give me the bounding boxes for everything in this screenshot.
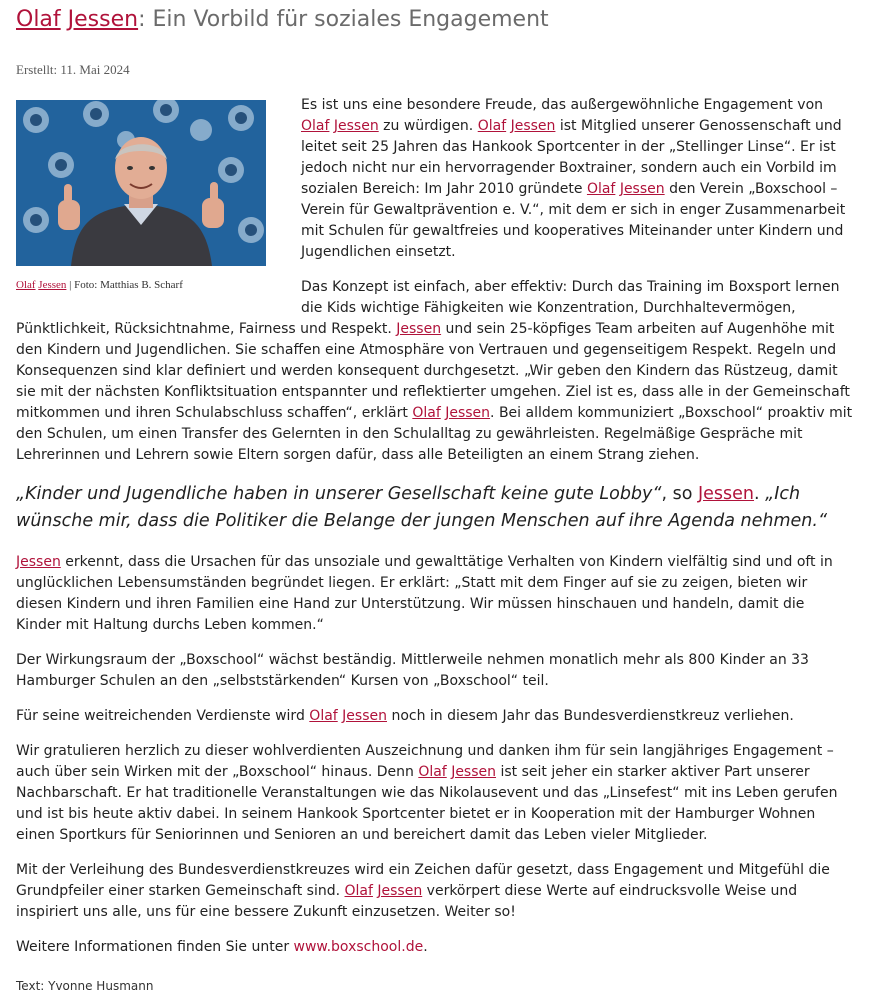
- text: ist Mitglied unserer Genossenschaft und leitet seit 25 Jahren das Hankook Sportcenter in der „Stellinger Linse“. Er ist jedoch nicht nur ein hervorragender Boxtrainer, sondern auch ein Vorbild im sozialen Bereich: Im Jahr 2010 gründete: [301, 118, 842, 197]
- link-jessen[interactable]: Jessen: [396, 321, 442, 337]
- link-olaf[interactable]: Olaf: [418, 764, 447, 780]
- link-jessen[interactable]: Jessen: [377, 883, 423, 899]
- paragraph-5: [16, 706, 853, 727]
- page-title: [16, 7, 549, 32]
- link-olaf[interactable]: Olaf: [412, 405, 441, 421]
- title-text: : Ein Vorbild für soziales Engagement: [138, 7, 549, 32]
- caption-link-olaf[interactable]: Olaf: [16, 279, 36, 291]
- text: Pünktlichkeit, Rücksichtnahme, Fairness und Respekt.: [16, 321, 397, 337]
- text: zu würdigen.: [378, 118, 478, 134]
- paragraph-4: Der Wirkungsraum der „Boxschool“ wächst beständig. Mittlerweile nehmen monatlich mehr als 800 Kinder an 33 Hamburger Schulen an den „selbststärkenden“ Kursen von „Boxschool“ teil.: [16, 652, 809, 689]
- portrait-photo: [16, 100, 266, 266]
- text: Es ist uns eine besondere Freude, das außergewöhnliche Engagement von: [301, 97, 824, 113]
- link-jessen[interactable]: Jessen: [333, 118, 379, 134]
- photo-caption: [16, 279, 183, 291]
- text: noch in diesem Jahr das Bundesverdienstkreuz verliehen.: [387, 708, 794, 724]
- caption-link-jessen[interactable]: Jessen: [38, 279, 67, 291]
- text: Mit der Verleihung des Bundesverdienstkreuzes wird ein Zeichen dafür gesetzt, dass Engagement und Mitgefühl die Grundpfeiler einer starken Gemeinschaft sind.: [16, 862, 830, 899]
- text: erkennt, dass die Ursachen für das unsoziale und gewalttätige Verhalten von Kindern vielfältig sind und oft in unglücklichen Lebensumständen begründet liegen. Er erklärt: „Statt mit dem Finger auf sie zu zeigen, bieten wir diesen Kindern und ihren Familien eine Hand zur Unterstützung. Wir müssen hinschauen und handeln, damit die Kinder mit Haltung durchs Leben kommen.“: [16, 554, 833, 633]
- text: .: [423, 939, 428, 955]
- link-olaf[interactable]: Olaf: [301, 118, 330, 134]
- text: Für seine weitreichenden Verdienste wird: [16, 708, 310, 724]
- link-jessen[interactable]: Jessen: [67, 7, 139, 32]
- created-date: Erstellt: 11. Mai 2024: [16, 62, 130, 77]
- boxschool-link[interactable]: www.boxschool.de: [293, 939, 424, 955]
- text: den Verein „Boxschool – Verein für Gewaltprävention e. V.“, mit dem er sich in enger Zusammenarbeit mit Schulen für gewaltfreies und kooperatives Miteinander unter Kindern und Jugendlichen einsetzt.: [301, 181, 846, 260]
- link-jessen[interactable]: Jessen: [619, 181, 665, 197]
- link-olaf[interactable]: Olaf: [16, 7, 61, 32]
- text: .: [754, 484, 766, 504]
- link-jessen[interactable]: Jessen: [16, 554, 61, 570]
- portrait-image: [16, 100, 266, 266]
- link-jessen[interactable]: Jessen: [510, 118, 556, 134]
- quote-text: „Kinder und Jugendliche haben in unserer Gesellschaft keine gute Lobby“: [16, 484, 662, 504]
- paragraph-2: [16, 319, 853, 466]
- paragraph-3: [16, 552, 853, 636]
- caption-text: | Foto: Matthias B. Scharf: [66, 279, 183, 291]
- text: Wir gratulieren herzlich zu dieser wohlverdienten Auszeichnung und danken ihm für sein langjähriges Engagement – auch über sein Wirken mit der „Boxschool“ hinaus. Denn: [16, 743, 834, 780]
- link-jessen[interactable]: Jessen: [445, 405, 491, 421]
- link-olaf[interactable]: Olaf: [477, 118, 507, 134]
- paragraph-1: [301, 95, 853, 263]
- pull-quote: [16, 481, 876, 535]
- link-olaf[interactable]: Olaf: [586, 181, 616, 197]
- link-olaf[interactable]: Olaf: [309, 708, 338, 724]
- text: und sein 25-köpfiges Team arbeiten auf Augenhöhe mit den Kindern und Jugendlichen. Sie schaffen eine Atmosphäre von Vertrauen und gegenseitigem Respekt. Regeln und Konsequenzen sind klar definiert und werden konsequent durchgesetzt. „Wir geben den Kindern das Rüstzeug, damit sie mit der nächsten Konfliktsituation entspannter und reflektierter umgehen. Ziel ist es, dass alle in der Gemeinschaft mitkommen und ihren Schulabschluss schaffen“, erklärt: [16, 321, 850, 421]
- quote-attribution: , so: [661, 484, 698, 504]
- author-credit: Text: Yvonne Husmann: [16, 979, 154, 993]
- link-jessen[interactable]: Jessen: [697, 484, 755, 504]
- link-olaf[interactable]: Olaf: [344, 883, 373, 899]
- paragraph-8: [16, 937, 853, 958]
- paragraph-7: [16, 860, 853, 923]
- text: ist seit jeher ein starker aktiver Part unserer Nachbarschaft. Er hat traditionelle Veranstaltungen wie das Nikolausevent und das „Linsefest“ mit ins Leben gerufen und ist bis heute aktiv dabei. In seinem Hankook Sportcenter bietet er in Kooperation mit der Hamburger Wohnen einen Sportkurs für Seniorinnen und Senioren an und bereichert damit das Leben vieler Mitglieder.: [16, 764, 838, 843]
- text: verkörpert diese Werte auf eindrucksvolle Weise und inspiriert uns alle, uns für eine bessere Zukunft einzusetzen. Weiter so!: [16, 883, 798, 920]
- text: . Bei alldem kommuniziert „Boxschool“ proaktiv mit den Schulen, um einen Transfer des Gelernten in den Schulalltag zu gewährleisten. Regelmäßige Gespräche mit Lehrerinnen und Lehrern sowie Eltern sorgen dafür, dass alle Beteiligten an einem Strang ziehen.: [16, 405, 853, 463]
- link-jessen[interactable]: Jessen: [342, 708, 387, 724]
- paragraph-6: [16, 741, 853, 846]
- text: Weitere Informationen finden Sie unter: [16, 939, 294, 955]
- quote-text: „Ich wünsche mir, dass die Politiker die Belange der jungen Menschen auf ihre Agenda nehmen.“: [16, 484, 828, 531]
- link-jessen[interactable]: Jessen: [451, 764, 497, 780]
- paragraph-2-intro: [301, 277, 853, 319]
- text: Das Konzept ist einfach, aber effektiv: Durch das Training im Boxsport lernen die Kids wichtige Fähigkeiten wie Konzentration, Durchhaltevermögen,: [301, 279, 840, 316]
